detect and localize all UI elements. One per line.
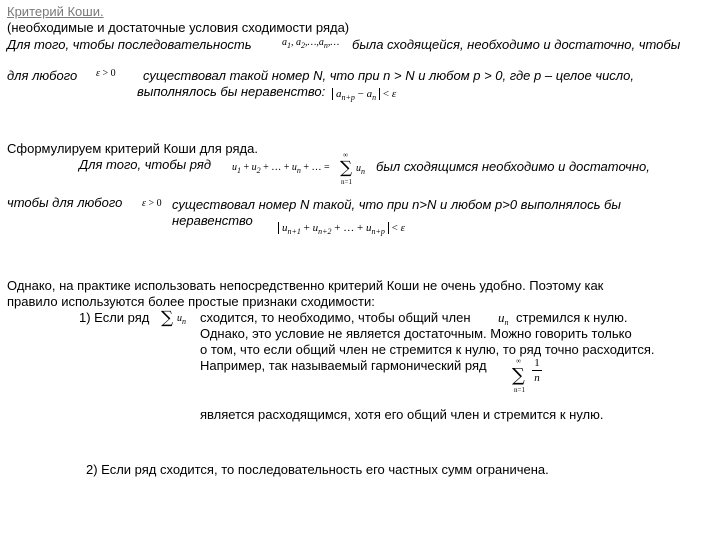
- seq-epsilon-formula: ε > 0: [96, 68, 116, 79]
- seq-sequence-formula: $a_1$, $a_2,\dots,a_n,\dots$: [282, 37, 340, 50]
- harmonic-fraction: 1 n: [530, 357, 544, 384]
- item1-line-5: является расходящимся, хотя его общий член и стремится к нулю.: [200, 407, 604, 422]
- seq-text-1b: была сходящейся, необходимо и достаточно, чтобы: [352, 37, 681, 52]
- item2-text: 2) Если ряд сходится, то последовательность его частных сумм ограничена.: [86, 462, 549, 477]
- harmonic-sum-lower: n=1: [514, 386, 525, 394]
- seq-text-2a: для любого: [7, 68, 78, 83]
- series-text-2a: чтобы для любого: [7, 195, 123, 210]
- item1-line-2: Однако, это условие не является достаточным. Можно говорить только: [200, 326, 632, 341]
- item1-text-a: 1) Если ряд: [79, 310, 150, 325]
- practice-line-1: Однако, на практике использовать непосредственно критерий Коши не очень удобно. Поэтому как: [7, 278, 604, 293]
- series-sum-upper: ∞: [343, 151, 348, 159]
- series-text-1a: Для того, чтобы ряд: [79, 157, 212, 172]
- seq-text-2b: существовал такой номер N, что при n > N и любом р > 0, где р – целое число,: [143, 68, 634, 83]
- page-title: Критерий Коши.: [7, 4, 104, 19]
- item1-line-4: Например, так называемый гармонический ряд: [200, 358, 487, 373]
- item1-text-c: стремился к нулю.: [516, 310, 628, 325]
- series-inequality: $u_{n+1} + u_{n+2}$ + … + $u_{n+p} < \varepsilon$: [278, 222, 405, 236]
- item1-general-term: $u_n$: [498, 310, 509, 327]
- seq-text-3: выполнялось бы неравенство:: [137, 84, 326, 99]
- series-text-1b: был сходящимся необходимо и достаточно,: [376, 159, 650, 174]
- series-sum-term: $u_n$: [356, 163, 365, 176]
- item1-sum-sign: ∑: [161, 308, 174, 328]
- seq-inequality: $a_{n+p} - a_n < \varepsilon$: [332, 88, 396, 102]
- series-formula: $u_1 + u_2$ + … + $u_n$ + … =: [232, 162, 330, 175]
- series-sum-sign: ∑: [340, 158, 353, 178]
- harmonic-sum-sign: ∑: [512, 365, 525, 386]
- series-text-2b: существовал номер N такой, что при n>N и любом р>0 выполнялось бы: [172, 197, 621, 212]
- harmonic-sum-upper: ∞: [516, 357, 521, 365]
- series-epsilon-formula: ε > 0: [142, 198, 162, 209]
- item1-line-3: о том, что если общий член не стремится к нулю, то ряд точно расходится.: [200, 342, 655, 357]
- item1-sum-term: $u_n$: [177, 313, 186, 326]
- page-subtitle: (необходимые и достаточные условия сходимости ряда): [7, 20, 350, 35]
- practice-line-2: правило используются более простые признаки сходимости:: [7, 294, 375, 309]
- series-heading: Сформулируем критерий Коши для ряда.: [7, 141, 258, 156]
- seq-text-1a: Для того, чтобы последовательность: [7, 37, 252, 52]
- item1-text-b: сходится, то необходимо, чтобы общий член: [200, 310, 471, 325]
- series-text-3: неравенство: [172, 213, 253, 228]
- series-sum-lower: n=1: [341, 178, 352, 186]
